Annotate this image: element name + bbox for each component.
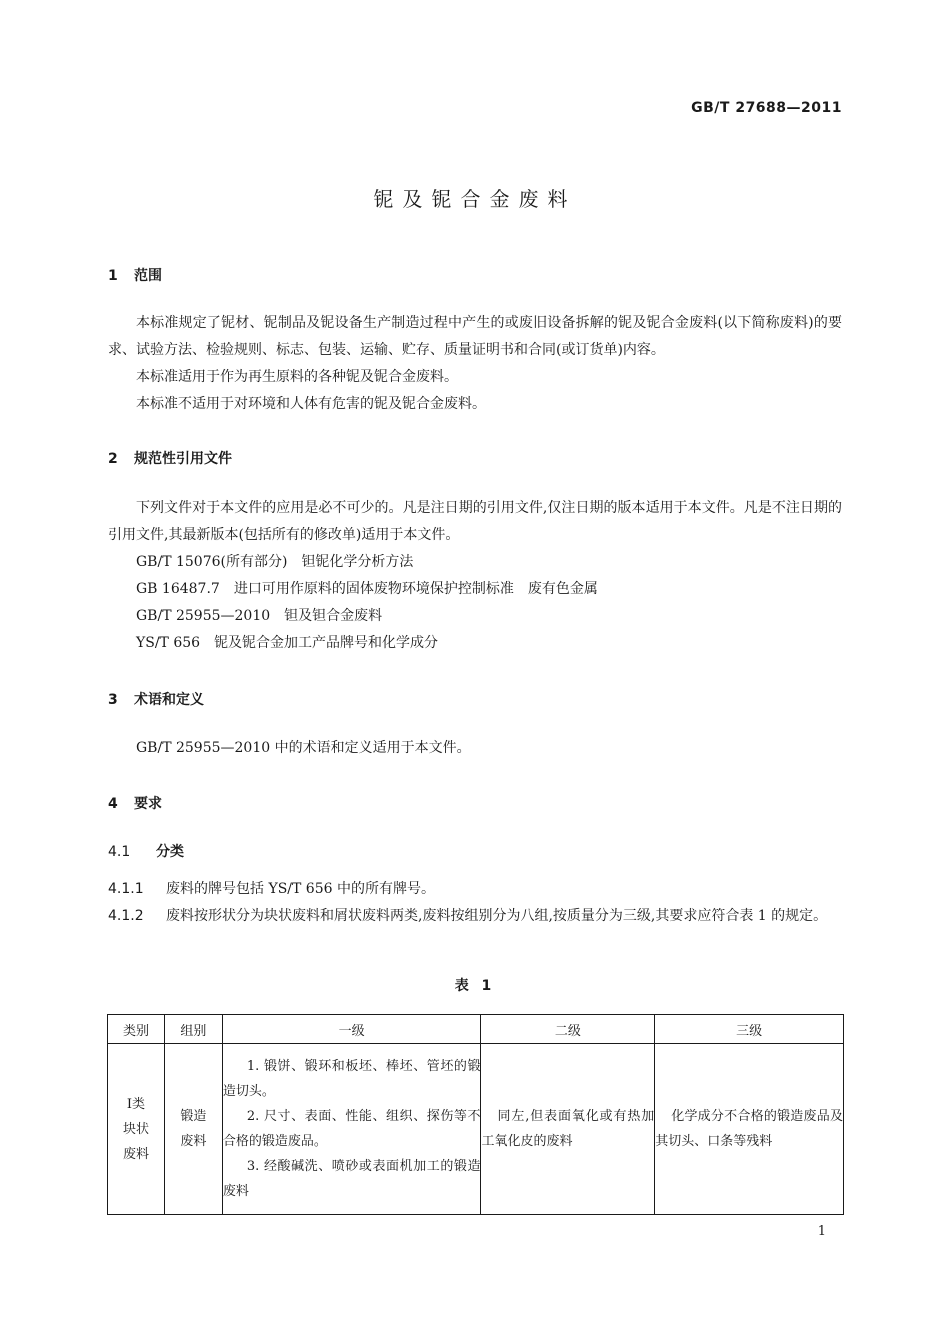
- section-1-paragraph-2: 本标准适用于作为再生原料的各种铌及铌合金废料。: [136, 369, 458, 385]
- clause-number: 4.1.1: [108, 881, 144, 897]
- header-group: 组别: [164, 1015, 222, 1044]
- reference-name: 进口可用作原料的固体废物环境保护控制标准 废有色金属: [233, 581, 598, 597]
- reference-item: [136, 576, 598, 603]
- list-item: 2. 尺寸、表面、性能、组织、探伤等不合格的锻造废品。: [222, 1109, 481, 1149]
- section-2-heading: [108, 448, 232, 468]
- section-number: 1: [108, 268, 118, 284]
- cell-group: [164, 1044, 222, 1215]
- section-number: 4.1: [108, 844, 131, 860]
- section-3-paragraph-1: GB/T 25955—2010 中的术语和定义适用于本文件。: [136, 740, 471, 756]
- section-4-heading: [108, 793, 162, 813]
- cell-line: 锻造: [180, 1109, 207, 1124]
- section-1-heading: [108, 265, 162, 285]
- cell-line: 废料: [180, 1134, 207, 1149]
- list-item: 3. 经酸碱洗、喷砂或表面机加工的锻造废料: [222, 1159, 481, 1199]
- document-title: 铌及铌合金废料: [373, 187, 577, 211]
- reference-code: YS/T 656: [136, 635, 201, 651]
- cell-category: [108, 1044, 165, 1215]
- section-title: 范围: [134, 268, 162, 284]
- section-2-paragraph-1: 下列文件对于本文件的应用是必不可少的。凡是注日期的引用文件,仅注日期的版本适用于本文件。凡是不注日期的引用文件,其最新版本(包括所有的修改单)适用于本文件。: [108, 500, 842, 543]
- reference-name: 钽铌化学分析方法: [301, 554, 414, 570]
- section-4-1-heading: [108, 841, 184, 861]
- list-item: 1. 锻饼、锻环和板坯、棒坯、管坯的锻造切头。: [222, 1059, 481, 1099]
- cell-line: Ⅰ类: [126, 1096, 146, 1112]
- cell-grade-3: 化学成分不合格的锻造废品及其切头、口条等残料: [655, 1044, 844, 1215]
- reference-code: GB 16487.7: [136, 581, 220, 597]
- table-caption: 表 1: [454, 978, 496, 994]
- clause-4-1-1: [108, 876, 842, 903]
- standard-code: GB/T 27688—2011: [691, 100, 842, 116]
- reference-code: GB/T 25955—2010: [136, 608, 271, 624]
- page-number: 1: [817, 1224, 826, 1239]
- reference-code: GB/T 15076(所有部分): [136, 554, 288, 570]
- header-grade-3: 三级: [655, 1015, 844, 1044]
- section-3-heading: [108, 689, 204, 709]
- section-1-paragraph-1: 本标准规定了铌材、铌制品及铌设备生产制造过程中产生的或废旧设备拆解的铌及铌合金废料(以下简称废料)的要求、试验方法、检验规则、标志、包装、运输、贮存、质量证明书和合同(或订货单)内容。: [108, 315, 842, 358]
- scrap-classification-table: [107, 1014, 844, 1215]
- section-title: 分类: [156, 844, 184, 860]
- table-header-row: [108, 1015, 844, 1044]
- reference-name: 铌及铌合金加工产品牌号和化学成分: [214, 635, 439, 651]
- clause-4-1-2: [108, 903, 842, 930]
- section-number: 4: [108, 796, 118, 812]
- cell-line: 块状: [122, 1121, 149, 1137]
- clause-number: 4.1.2: [108, 908, 144, 924]
- cell-grade-1: [222, 1044, 481, 1215]
- section-number: 2: [108, 451, 118, 467]
- section-1-paragraph-3: 本标准不适用于对环境和人体有危害的铌及铌合金废料。: [136, 396, 486, 412]
- section-title: 要求: [134, 796, 162, 812]
- header-grade-2: 二级: [481, 1015, 655, 1044]
- section-number: 3: [108, 692, 118, 708]
- reference-item: [136, 549, 413, 576]
- cell-line: 废料: [122, 1146, 149, 1162]
- clause-text: 废料的牌号包括 YS/T 656 中的所有牌号。: [166, 881, 435, 897]
- reference-item: [136, 630, 438, 657]
- section-title: 术语和定义: [134, 692, 204, 708]
- table-row: [108, 1044, 844, 1215]
- header-grade-1: 一级: [222, 1015, 481, 1044]
- reference-item: [136, 603, 382, 630]
- reference-name: 钽及钽合金废料: [284, 608, 383, 624]
- cell-grade-2: 同左,但表面氧化或有热加工氧化皮的废料: [481, 1044, 655, 1215]
- section-title: 规范性引用文件: [134, 451, 232, 467]
- header-category: 类别: [108, 1015, 165, 1044]
- clause-text: 废料按形状分为块状废料和屑状废料两类,废料按组别分为八组,按质量分为三级,其要求应符合表 1 的规定。: [166, 908, 828, 924]
